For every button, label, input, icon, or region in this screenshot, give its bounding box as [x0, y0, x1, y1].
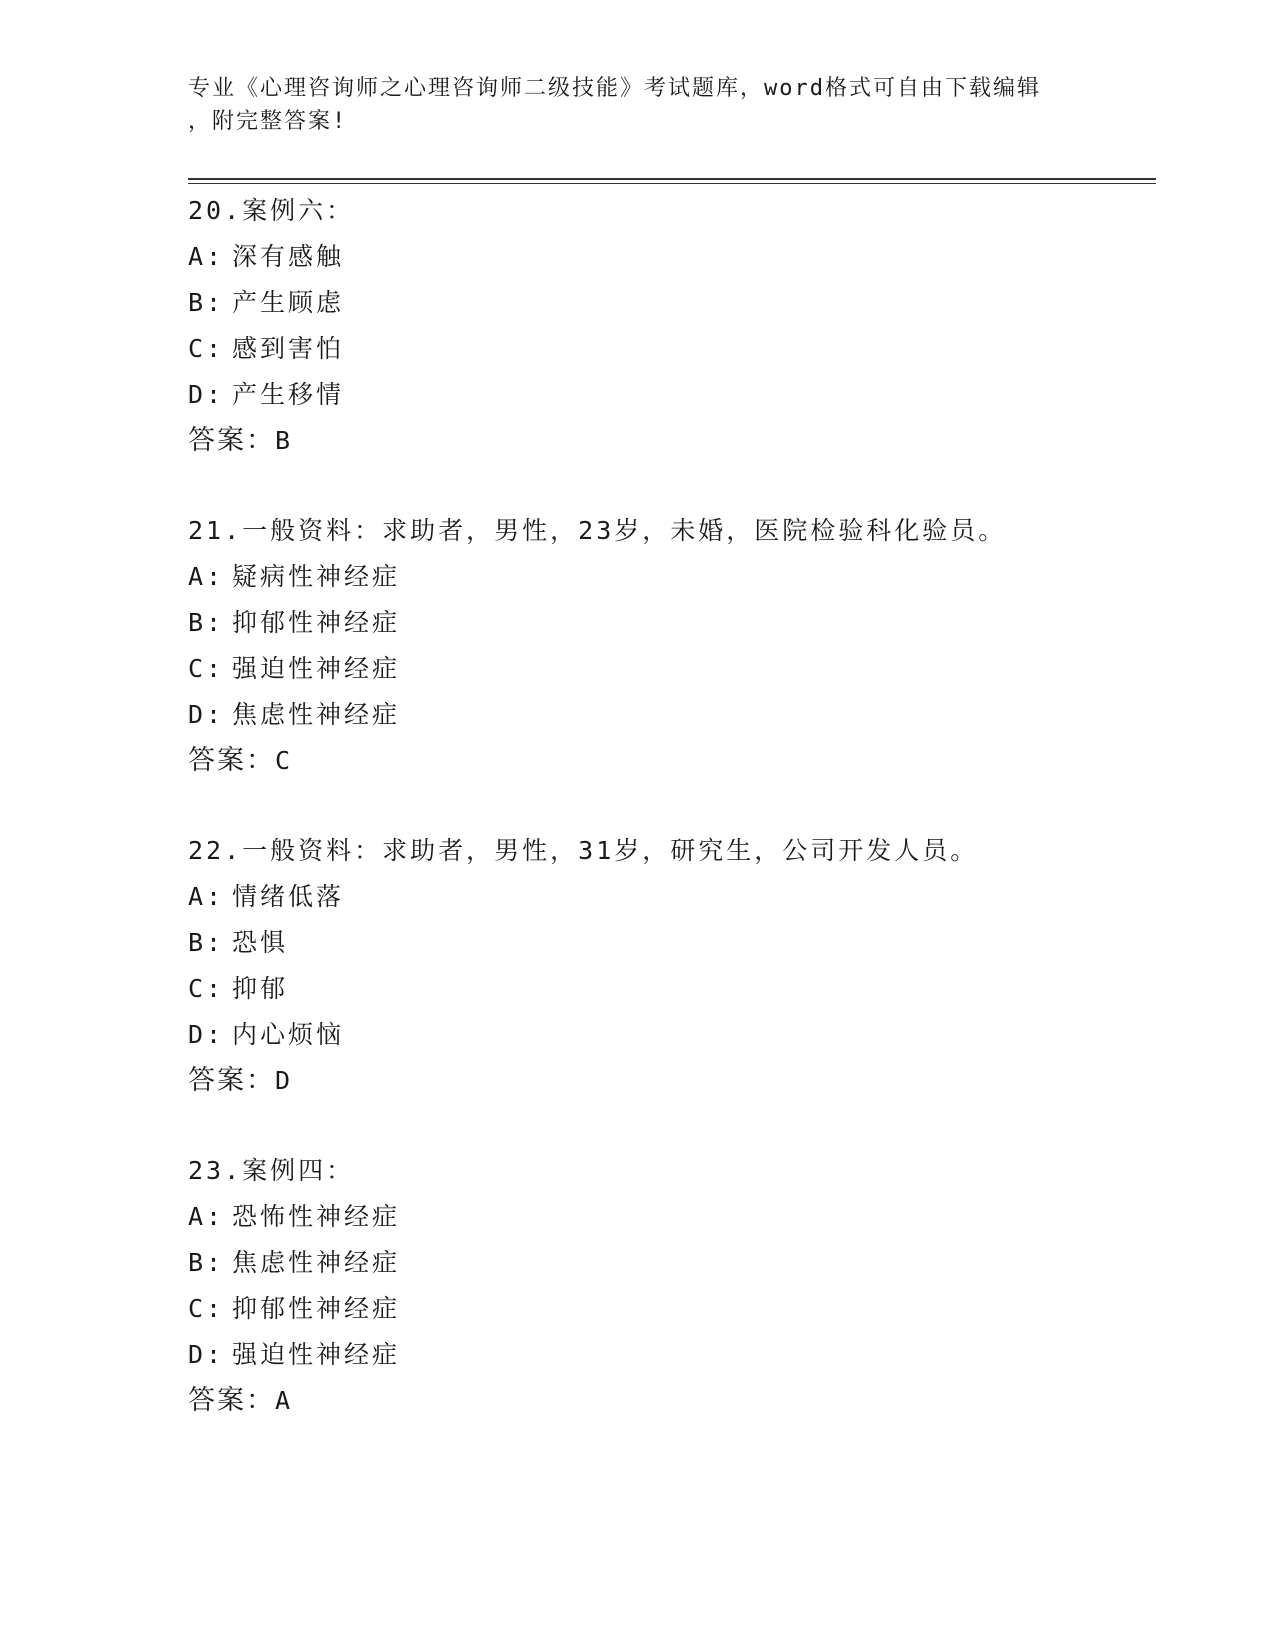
option-text: 强迫性神经症 — [232, 1340, 401, 1369]
option-label: A: — [188, 882, 225, 911]
option-b — [188, 1240, 1156, 1286]
answer — [188, 418, 1156, 464]
answer-value: D — [275, 1066, 292, 1095]
option-text: 深有感触 — [232, 242, 345, 271]
option-label: B: — [188, 928, 225, 957]
option-label: D: — [188, 1020, 225, 1049]
option-a — [188, 554, 1156, 600]
option-d — [188, 692, 1156, 738]
option-c — [188, 646, 1156, 692]
question-20 — [188, 188, 1156, 464]
question-22 — [188, 828, 1156, 1104]
option-c — [188, 966, 1156, 1012]
option-text: 疑病性神经症 — [232, 562, 401, 591]
header-rule-thick — [188, 178, 1156, 180]
option-c — [188, 1286, 1156, 1332]
option-text: 强迫性神经症 — [232, 654, 401, 683]
option-label: D: — [188, 380, 225, 409]
option-d — [188, 372, 1156, 418]
option-text: 抑郁 — [232, 974, 289, 1003]
option-text: 焦虑性神经症 — [232, 1248, 401, 1277]
option-label: C: — [188, 334, 225, 363]
answer-value: C — [275, 746, 292, 775]
option-b — [188, 920, 1156, 966]
answer — [188, 1378, 1156, 1424]
question-stem: 22.一般资料：求助者，男性，31岁，研究生，公司开发人员。 — [188, 836, 979, 865]
option-label: D: — [188, 1340, 225, 1369]
option-text: 恐怖性神经症 — [232, 1202, 401, 1231]
answer-value: B — [275, 426, 292, 455]
header-rule-thin — [188, 183, 1156, 184]
option-label: C: — [188, 654, 225, 683]
option-label: B: — [188, 288, 225, 317]
option-text: 感到害怕 — [232, 334, 345, 363]
header-line-1: 专业《心理咨询师之心理咨询师二级技能》考试题库，word格式可自由下载编辑 — [188, 76, 1041, 101]
option-text: 产生移情 — [232, 380, 345, 409]
option-label: A: — [188, 242, 225, 271]
header-line-2: ，附完整答案! — [188, 109, 348, 134]
option-a — [188, 1194, 1156, 1240]
answer-label: 答案： — [188, 745, 275, 776]
option-label: B: — [188, 1248, 225, 1277]
option-text: 内心烦恼 — [232, 1020, 345, 1049]
answer — [188, 1058, 1156, 1104]
option-label: C: — [188, 1294, 225, 1323]
answer-label: 答案： — [188, 1385, 275, 1416]
option-label: D: — [188, 700, 225, 729]
option-d — [188, 1332, 1156, 1378]
question-23 — [188, 1148, 1156, 1424]
question-stem: 21.一般资料：求助者，男性，23岁，未婚，医院检验科化验员。 — [188, 516, 1007, 545]
option-label: A: — [188, 1202, 225, 1231]
option-label: C: — [188, 974, 225, 1003]
option-text: 恐惧 — [232, 928, 289, 957]
option-text: 情绪低落 — [232, 882, 345, 911]
document-header — [188, 72, 1088, 138]
answer-label: 答案： — [188, 1065, 275, 1096]
question-list — [188, 188, 1156, 1468]
option-label: A: — [188, 562, 225, 591]
option-text: 焦虑性神经症 — [232, 700, 401, 729]
option-text: 抑郁性神经症 — [232, 1294, 401, 1323]
question-stem: 20.案例六： — [188, 196, 355, 225]
option-text: 产生顾虑 — [232, 288, 345, 317]
question-21 — [188, 508, 1156, 784]
option-a — [188, 234, 1156, 280]
answer-label: 答案： — [188, 425, 275, 456]
answer — [188, 738, 1156, 784]
option-a — [188, 874, 1156, 920]
question-stem: 23.案例四： — [188, 1156, 355, 1185]
option-label: B: — [188, 608, 225, 637]
option-b — [188, 280, 1156, 326]
option-d — [188, 1012, 1156, 1058]
answer-value: A — [275, 1386, 292, 1415]
option-b — [188, 600, 1156, 646]
option-c — [188, 326, 1156, 372]
option-text: 抑郁性神经症 — [232, 608, 401, 637]
